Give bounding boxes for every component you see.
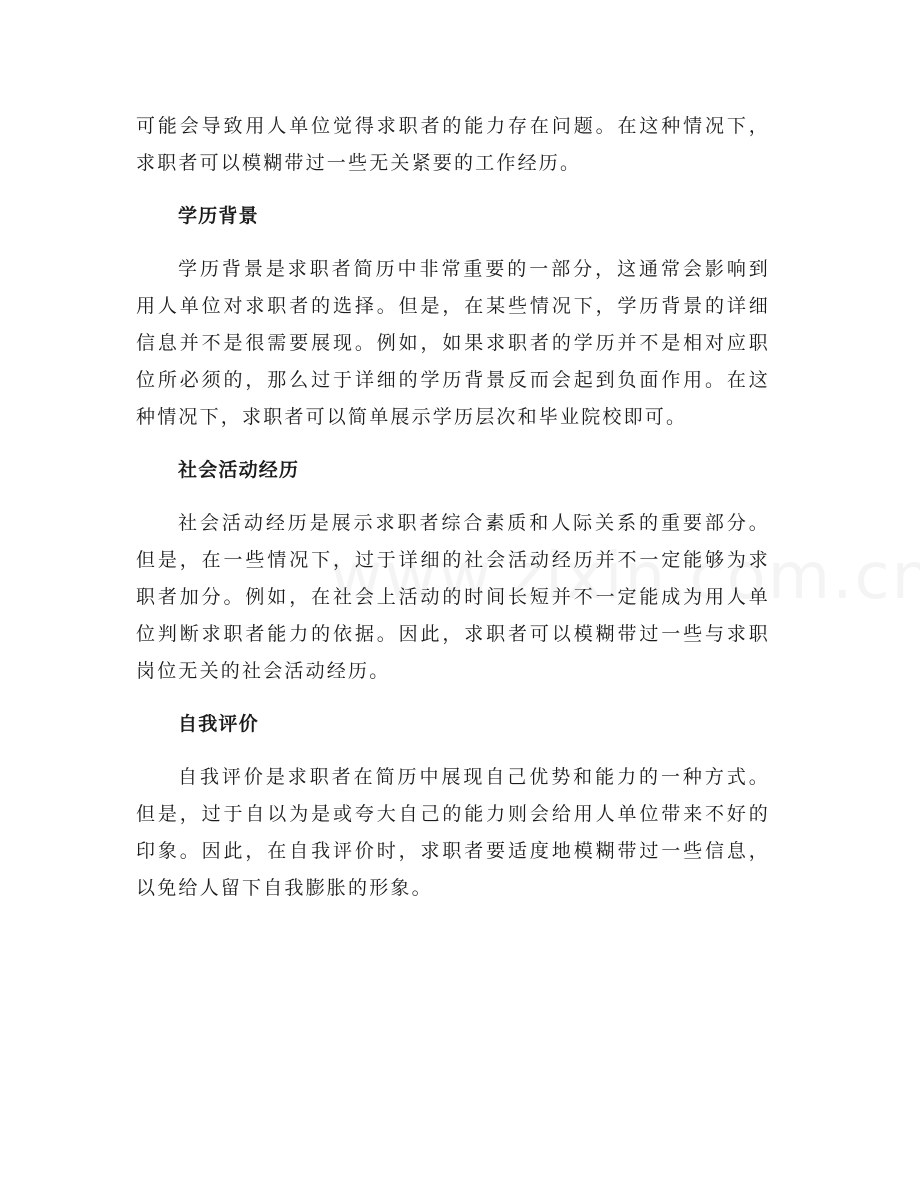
- document-content: [136, 108, 770, 907]
- section-body-social-activities: 社会活动经历是展示求职者综合素质和人际关系的重要部分。但是，在一些情况下，过于详细的社会活动经历并不一定能够为求职者加分。例如，在社会上活动的时间长短并不一定能成为用人单位判断求职者能力的依据。因此，求职者可以模糊带过一些与求职岗位无关的社会活动经历。: [136, 512, 770, 682]
- section-body-self-evaluation: 自我评价是求职者在简历中展现自己优势和能力的一种方式。但是，过于自以为是或夸大自己的能力则会给用人单位带来不好的印象。因此，在自我评价时，求职者要适度地模糊带过一些信息，以免给人留下自我膨胀的形象。: [136, 766, 770, 899]
- section-heading-self-evaluation: 自我评价: [178, 713, 259, 735]
- section-heading-social-activities: 社会活动经历: [178, 459, 300, 481]
- intro-paragraph: 可能会导致用人单位觉得求职者的能力存在问题。在这种情况下，求职者可以模糊带过一些无关紧要的工作经历。: [136, 115, 770, 174]
- section-heading-education: 学历背景: [178, 205, 259, 227]
- section-body-education: 学历背景是求职者简历中非常重要的一部分，这通常会影响到用人单位对求职者的选择。但是，在某些情况下，学历背景的详细信息并不是很需要展现。例如，如果求职者的学历并不是相对应职位所必须的，那么过于详细的学历背景反而会起到负面作用。在这种情况下，求职者可以简单展示学历层次和毕业院校即可。: [136, 258, 770, 428]
